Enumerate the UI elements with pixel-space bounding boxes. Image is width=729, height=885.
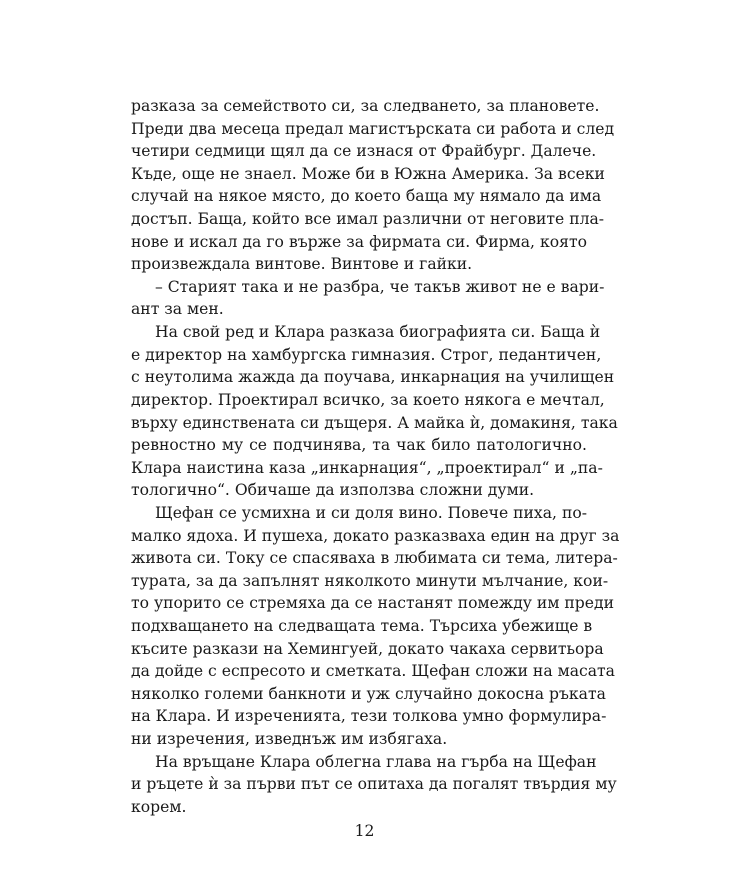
text-line: На връщане Клара облегна глава на гърба на Щефан bbox=[155, 752, 597, 771]
text-line: Клара наистина каза „инкарнация“, „проектирал“ и „па- bbox=[131, 458, 603, 477]
text-line: върху единствената си дъщеря. А майка ѝ, домакиня, така bbox=[131, 413, 618, 432]
text-line: подхващането на следващата тема. Търсиха убежище в bbox=[131, 617, 593, 636]
text-line: живота си. Току се спасяваха в любимата си тема, литера- bbox=[131, 549, 618, 568]
text-line: то упорито се стремяха да се настанят помежду им преди bbox=[131, 594, 615, 613]
text-line: няколко големи банкноти и уж случайно докосна ръката bbox=[131, 684, 606, 703]
text-line: турата, за да запълнят няколкото минути мълчание, кои- bbox=[131, 571, 609, 590]
text-line: разказа за семейството си, за следването, за плановете. bbox=[131, 97, 600, 115]
text-line: достъп. Баща, който все имал различни от неговите пла- bbox=[131, 210, 605, 229]
page-number: 12 bbox=[354, 822, 375, 840]
text-line: ревностно му се подчинява, та чак било патологично. bbox=[131, 436, 587, 455]
text-line: да дойде с еспресото и сметката. Щефан сложи на масата bbox=[131, 662, 615, 681]
text-line: Преди два месеца предал магистърската си работа и след bbox=[131, 119, 615, 138]
text-line: директор. Проектирал всичко, за което някога е мечтал, bbox=[131, 390, 605, 409]
text-line: малко ядоха. И пушеха, докато разказваха един на друг за bbox=[131, 526, 620, 545]
text-line: късите разкази на Хемингуей, докато чакаха сервитьора bbox=[131, 639, 604, 658]
text-line: На свой ред и Клара разказа биографията си. Баща ѝ bbox=[155, 323, 601, 342]
text-line: с неутолима жажда да поучава, инкарнация на училищен bbox=[131, 368, 615, 387]
text-line: произвеждала винтове. Винтове и гайки. bbox=[131, 255, 473, 274]
text-line: тологично“. Обичаше да използва сложни думи. bbox=[131, 481, 535, 500]
text-line: ни изречения, изведнъж им избягаха. bbox=[131, 730, 448, 749]
text-line: Къде, още не знаел. Може би в Южна Америка. За всеки bbox=[131, 164, 605, 183]
text-line: четири седмици щял да се изнася от Фрайбург. Далече. bbox=[131, 142, 597, 161]
text-line: на Клара. И изреченията, тези толкова умно формулира- bbox=[131, 707, 607, 726]
text-line: ант за мен. bbox=[131, 300, 224, 319]
text-line: и ръцете ѝ за първи път се опитаха да погалят твърдия му bbox=[131, 775, 617, 794]
text-line: корем. bbox=[131, 797, 187, 816]
text-line: Щефан се усмихна и си доля вино. Повече пиха, по- bbox=[155, 503, 587, 522]
text-line: случай на някое място, до което баща му нямало да има bbox=[131, 187, 602, 206]
text-line: е директор на хамбургска гимназия. Строг, педантичен, bbox=[131, 345, 602, 364]
text-line: – Старият така и не разбра, че такъв живот не е вари- bbox=[155, 277, 605, 296]
body-text bbox=[131, 95, 620, 819]
text-line: нове и искал да го върже за фирмата си. Фирма, която bbox=[131, 232, 587, 251]
